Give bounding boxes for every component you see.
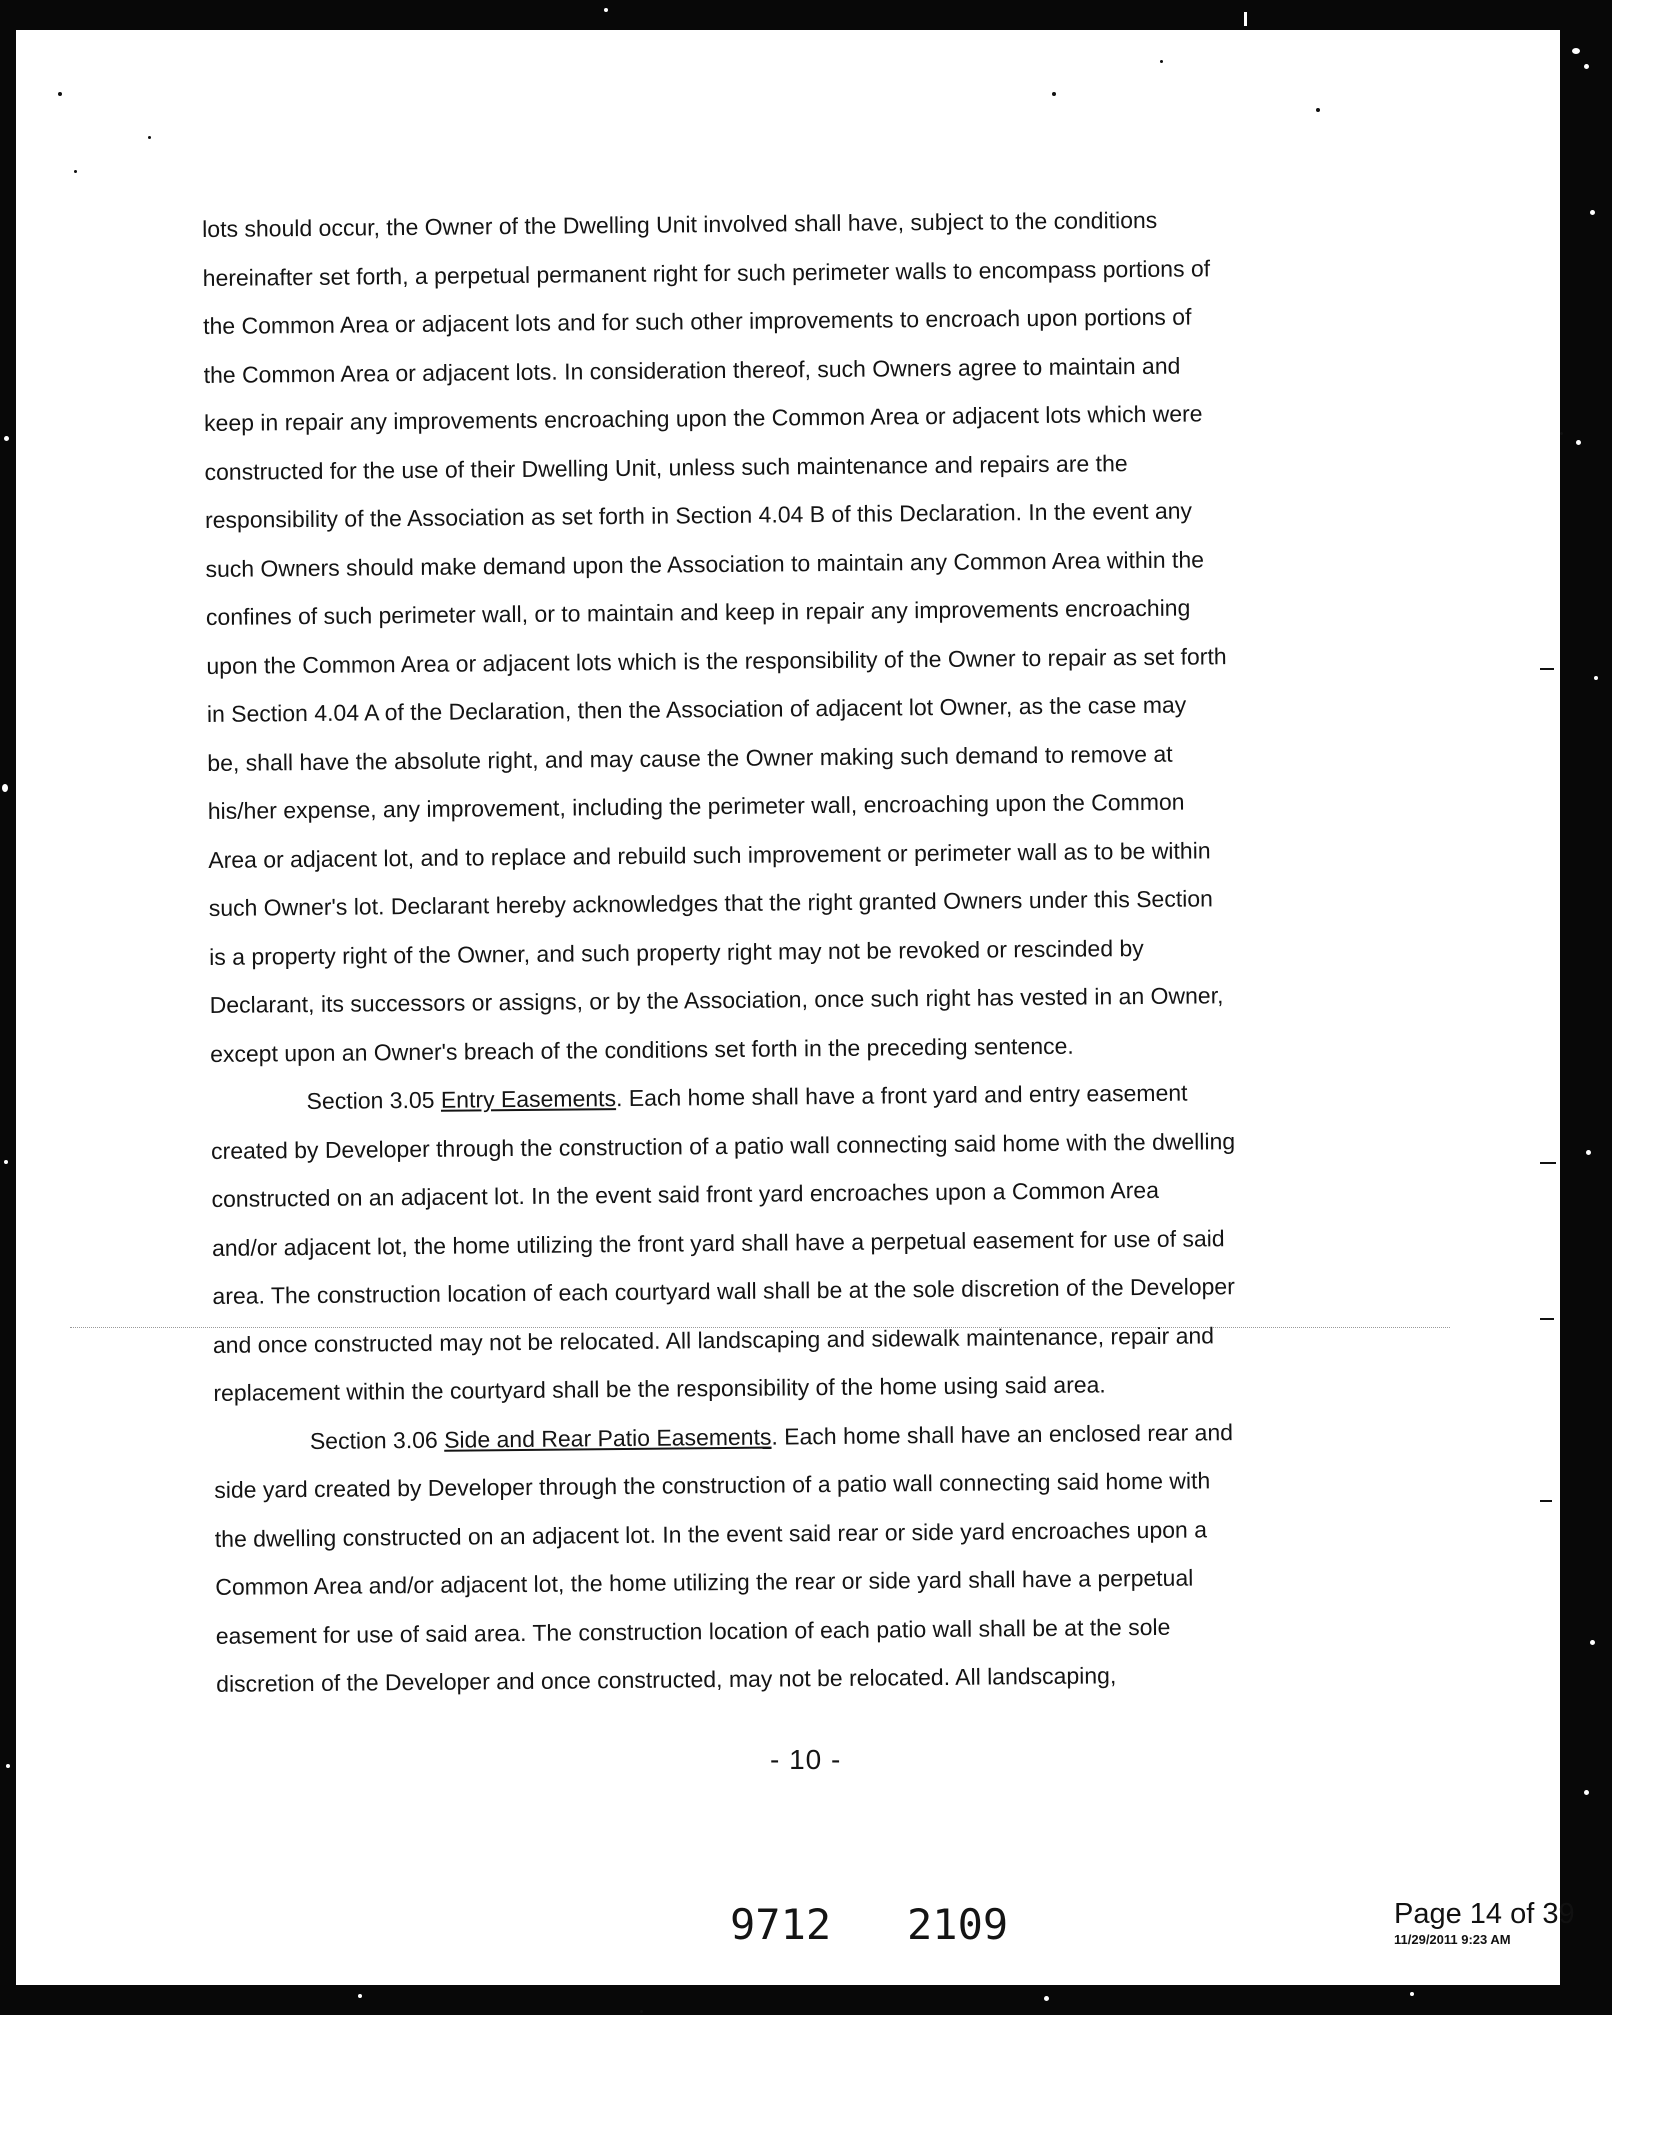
- text-line: and/or adjacent lot, the home utilizing the front yard shall have a perpetual easement for use of said: [211, 1224, 1225, 1261]
- text-line: the Common Area or adjacent lots. In consideration thereof, such Owners agree to maintain and: [203, 352, 1181, 388]
- text-line: keep in repair any improvements encroaching upon the Common Area or adjacent lots which were: [203, 400, 1203, 436]
- text-line: be, shall have the absolute right, and may cause the Owner making such demand to remove at: [207, 740, 1173, 776]
- scan-border-top: [0, 0, 1610, 30]
- text-line: easement for use of said area. The construction location of each patio wall shall be at the sole: [215, 1613, 1171, 1649]
- text-line: responsibility of the Association as set forth in Section 4.04 B of this Declaration. In the event any: [204, 497, 1193, 533]
- text-line: Common Area and/or adjacent lot, the home utilizing the rear or side yard shall have a perpetual: [215, 1564, 1194, 1600]
- scan-border-bottom: [0, 1985, 1612, 2015]
- text-line: the Common Area or adjacent lots and for such other improvements to encroach upon portions of: [203, 303, 1192, 339]
- page-number: - 10 -: [770, 1744, 842, 1775]
- text-line: discretion of the Developer and once constructed, may not be relocated. All landscaping,: [216, 1662, 1117, 1697]
- text-line: Area or adjacent lot, and to replace and rebuild such improvement or perimeter wall as to be within: [208, 836, 1211, 873]
- document-body: [202, 194, 1396, 1709]
- section-number: Section 3.05: [306, 1086, 441, 1115]
- text-line: such Owners should make demand upon the Association to maintain any Common Area within the: [205, 545, 1205, 582]
- text-line: his/her expense, any improvement, including the perimeter wall, encroaching upon the Common: [207, 788, 1185, 824]
- text-line: in Section 4.04 A of the Declaration, then the Association of adjacent lot Owner, as the case may: [206, 691, 1187, 727]
- text-line: lots should occur, the Owner of the Dwelling Unit involved shall have, subject to the conditions: [202, 206, 1158, 242]
- scan-border-left: [0, 0, 16, 2012]
- text-line: except upon an Owner's breach of the conditions set forth in the preceding sentence.: [210, 1032, 1074, 1067]
- text-line: is a property right of the Owner, and such property right may not be revoked or rescinded by: [209, 934, 1144, 970]
- text-line: created by Developer through the construction of a patio wall connecting said home with the dwelling: [210, 1127, 1236, 1164]
- section-number: Section 3.06: [309, 1426, 445, 1454]
- text-line: hereinafter set forth, a perpetual permanent right for such perimeter walls to encompass portions of: [202, 254, 1211, 291]
- text-line: constructed on an adjacent lot. In the event said front yard encroaches upon a Common Area: [211, 1176, 1160, 1212]
- scan-border-right: [1560, 0, 1612, 2012]
- text-line: Declarant, its successors or assigns, or by the Association, once such right has vested in an Owner,: [209, 982, 1224, 1018]
- section-text: . Each home shall have an enclosed rear and: [771, 1418, 1234, 1450]
- text-line: replacement within the courtyard shall be the responsibility of the home using said area.: [213, 1371, 1106, 1406]
- section-text: . Each home shall have a front yard and entry easement: [615, 1079, 1188, 1112]
- text-line: the dwelling constructed on an adjacent lot. In the event said rear or side yard encroaches upon a: [214, 1515, 1208, 1552]
- text-line: and once constructed may not be relocated. All landscaping and sidewalk maintenance, repair and: [212, 1321, 1215, 1358]
- text-line: such Owner's lot. Declarant hereby acknowledges that the right granted Owners under this Section: [208, 885, 1213, 921]
- text-line: confines of such perimeter wall, or to maintain and keep in repair any improvements encroaching: [205, 594, 1191, 630]
- text-line: constructed for the use of their Dwelling Unit, unless such maintenance and repairs are the: [204, 449, 1128, 485]
- text-line: area. The construction location of each courtyard wall shall be at the sole discretion of the Developer: [212, 1273, 1235, 1309]
- section-title-side-rear-patio-easements: Side and Rear Patio Easements: [443, 1423, 772, 1453]
- page-count-label: Page 14 of 39: [1394, 1898, 1575, 1930]
- text-line: upon the Common Area or adjacent lots which is the responsibility of the Owner to repair as set forth: [206, 642, 1227, 679]
- recording-stamp-numbers: 9712 2109: [730, 1900, 1009, 1949]
- text-line: side yard created by Developer through the construction of a patio wall connecting said home with: [214, 1467, 1211, 1503]
- section-title-entry-easements: Entry Easements: [440, 1085, 617, 1113]
- page-timestamp: 11/29/2011 9:23 AM: [1394, 1932, 1511, 1947]
